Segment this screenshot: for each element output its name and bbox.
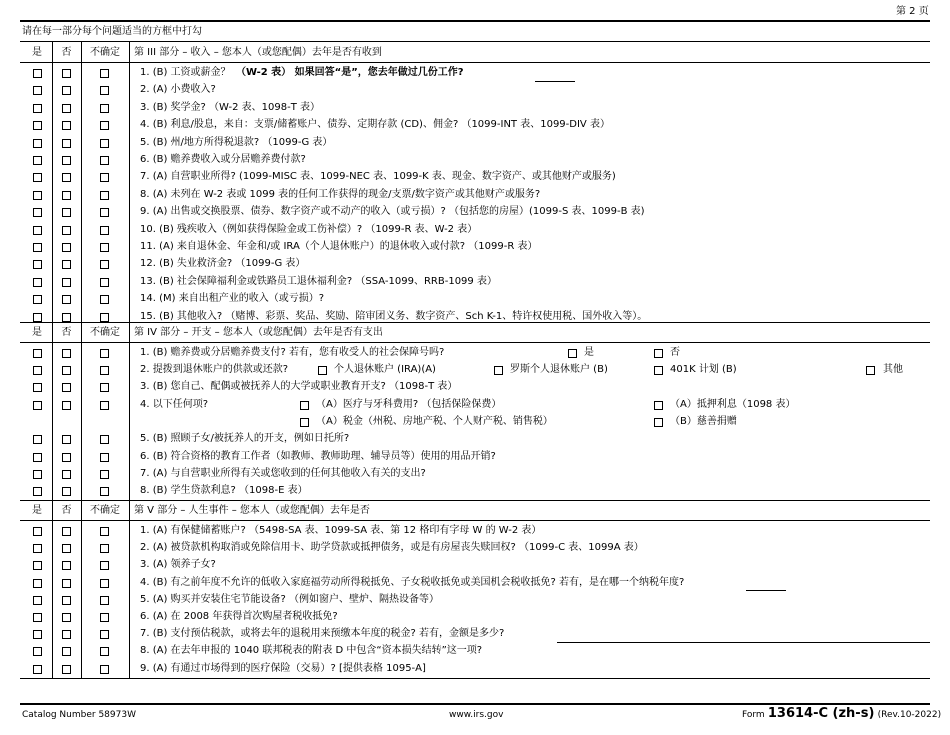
part5-q8-no-checkbox[interactable] [62, 647, 71, 656]
part3-q9-no-checkbox[interactable] [62, 208, 71, 217]
part3-q7-yes-checkbox[interactable] [33, 173, 42, 182]
part4-q4-mortgage-label: （A）抵押利息（1098 表） [670, 399, 796, 410]
part4-q2-ira-label: 个人退休账户 (IRA)(A) [334, 364, 436, 375]
part3-q10-yes-checkbox[interactable] [33, 226, 42, 235]
part5-q7-text: 7. (B) 支付预估税款，或将去年的退税用来预缴本年度的税金? 若有，金额是多少? [140, 628, 505, 639]
part5-q4-text: 4. (B) 有之前年度不允许的低收入家庭福劳动所得税抵免、子女税收抵免或美国机会税收抵免? 若有，是在哪一个纳税年度? [140, 577, 685, 588]
part5-q5-text: 5. (A) 购买并安装住宅节能设备? （例如窗户、壁炉、隔热设备等） [140, 594, 440, 605]
part5-q7-yes-checkbox[interactable] [33, 630, 42, 639]
part3-q9-unsure-checkbox[interactable] [100, 208, 109, 217]
form-name: 13614-C (zh-s) [767, 706, 875, 721]
part5-q3-yes-checkbox[interactable] [33, 561, 42, 570]
col-header-yes: 是 [32, 47, 42, 58]
part4-q2-text: 2. 提拨到退休账户的供款或还款? [140, 364, 289, 375]
part5-q4-no-checkbox[interactable] [62, 579, 71, 588]
part4-q2-yes-checkbox[interactable] [33, 366, 42, 375]
part3-q12-unsure-checkbox[interactable] [100, 260, 109, 269]
part3-q1-bold-text: （W-2 表） 如果回答“是”，您去年做过几份工作? [236, 67, 464, 78]
part4-q5-text: 5. (B) 照顾子女/被抚养人的开支，例如日托所? [140, 433, 350, 444]
instruction-rule [20, 41, 930, 42]
part4-q2-other-checkbox[interactable] [866, 366, 875, 375]
part5-q3-text: 3. (A) 领养子女? [140, 559, 216, 570]
part4-q1-ssn-yes-checkbox[interactable] [568, 349, 577, 358]
part4-q6-yes-checkbox[interactable] [33, 453, 42, 462]
part5-q3-unsure-checkbox[interactable] [100, 561, 109, 570]
part4-q2-401k-label: 401K 计划 (B) [670, 364, 737, 375]
part4-q6-text: 6. (B) 符合资格的教育工作者（如教师、教师助理、辅导员等）使用的用品开销? [140, 451, 496, 462]
part3-q8-yes-checkbox[interactable] [33, 191, 42, 200]
part5-q6-yes-checkbox[interactable] [33, 613, 42, 622]
part4-q3-unsure-checkbox[interactable] [100, 383, 109, 392]
part3-title: 第 III 部分 – 收入 – 您本人（或您配偶）去年是否有收到 [134, 47, 382, 58]
part5-q5-no-checkbox[interactable] [62, 596, 71, 605]
part5-end-rule [20, 678, 930, 679]
part4-q1-unsure-checkbox[interactable] [100, 349, 109, 358]
part4-q5-yes-checkbox[interactable] [33, 435, 42, 444]
part4-q8-no-checkbox[interactable] [62, 487, 71, 496]
col-header-no: 否 [61, 47, 72, 58]
part4-q4-charity-label: （B）慈善捐赠 [670, 416, 737, 427]
part3-q1-text: 1. (B) 工资或薪金？ [140, 67, 231, 78]
part4-q4-taxes-checkbox[interactable] [300, 418, 309, 427]
part3-q10-no-checkbox[interactable] [62, 226, 71, 235]
part3-q15-text: 15. (B) 其他收入? （赌博、彩票、奖品、奖励、陪审团义务、数字资产、Sch K-1、特许权使用税、国外收入等）。 [140, 311, 648, 322]
part3-q7-no-checkbox[interactable] [62, 173, 71, 182]
part5-q1-no-checkbox[interactable] [62, 527, 71, 536]
part5-q1-yes-checkbox[interactable] [33, 527, 42, 536]
part3-q8-text: 8. (A) 未列在 W-2 表或 1099 表的任何工作获得的现金/支票/数字资产或其他财产或服务? [140, 189, 541, 200]
part4-end-rule [20, 500, 930, 501]
part4-q1-yes-checkbox[interactable] [33, 349, 42, 358]
part3-q12-text: 12. (B) 失业救济金? （1099-G 表） [140, 258, 306, 269]
part3-q3-unsure-checkbox[interactable] [100, 104, 109, 113]
part4-q7-yes-checkbox[interactable] [33, 470, 42, 479]
part3-q1-yes-checkbox[interactable] [33, 69, 42, 78]
part3-q4-text: 4. (B) 利息/股息，来自：支票/储蓄账户、债券、定期存款 (CD)、佣金? （1099-INT 表、1099-DIV 表） [140, 119, 610, 130]
part3-q15-unsure-checkbox[interactable] [100, 313, 109, 322]
part3-q4-yes-checkbox[interactable] [33, 121, 42, 130]
part5-q7-unsure-checkbox[interactable] [100, 630, 109, 639]
form-prefix: Form [742, 710, 765, 720]
part4-q3-yes-checkbox[interactable] [33, 383, 42, 392]
part3-end-rule [20, 322, 930, 323]
part4-q5-no-checkbox[interactable] [62, 435, 71, 444]
form-identifier [742, 706, 941, 723]
part4-q6-unsure-checkbox[interactable] [100, 453, 109, 462]
part4-q4-text: 4. 以下任何项? [140, 399, 209, 410]
part4-q4-no-checkbox[interactable] [62, 401, 71, 410]
part5-q9-unsure-checkbox[interactable] [100, 665, 109, 674]
col-header-unsure: 不确定 [90, 327, 120, 338]
footer-rule [20, 703, 930, 705]
col-header-yes: 是 [32, 505, 42, 516]
col-header-unsure: 不确定 [90, 47, 120, 58]
part5-q5-unsure-checkbox[interactable] [100, 596, 109, 605]
col-divider-yes [52, 42, 53, 678]
part4-q4-medical-checkbox[interactable] [300, 401, 309, 410]
part3-q5-unsure-checkbox[interactable] [100, 139, 109, 148]
part3-q14-text: 14. (M) 来自出租产业的收入（或亏损）? [140, 293, 324, 304]
page-number: 第 2 页 [896, 6, 929, 17]
part4-q2-401k-checkbox[interactable] [654, 366, 663, 375]
part3-q1-no-checkbox[interactable] [62, 69, 71, 78]
part5-q3-no-checkbox[interactable] [62, 561, 71, 570]
part5-q4-yes-checkbox[interactable] [33, 579, 42, 588]
part3-q10-unsure-checkbox[interactable] [100, 226, 109, 235]
part3-q14-unsure-checkbox[interactable] [100, 295, 109, 304]
part3-q2-yes-checkbox[interactable] [33, 86, 42, 95]
part3-q15-yes-checkbox[interactable] [33, 313, 42, 322]
part3-q13-unsure-checkbox[interactable] [100, 278, 109, 287]
part3-q7-text: 7. (A) 自营职业所得? (1099-MISC 表、1099-NEC 表、1099-K 表、现金、数字资产、或其他财产或服务) [140, 171, 616, 182]
part3-q2-unsure-checkbox[interactable] [100, 86, 109, 95]
part4-q8-unsure-checkbox[interactable] [100, 487, 109, 496]
part3-q3-text: 3. (B) 奖学金? （W-2 表、1098-T 表） [140, 102, 321, 113]
part4-q4-yes-checkbox[interactable] [33, 401, 42, 410]
part3-q3-no-checkbox[interactable] [62, 104, 71, 113]
part5-title: 第 V 部分 – 人生事件 – 您本人（或您配偶）去年是否 [134, 505, 370, 516]
part4-q4-mortgage-checkbox[interactable] [654, 401, 663, 410]
part3-q6-text: 6. (B) 赡养费收入或分居赡养费付款? [140, 154, 306, 165]
part3-q13-yes-checkbox[interactable] [33, 278, 42, 287]
part4-q2-ira-checkbox[interactable] [318, 366, 327, 375]
part3-q2-text: 2. (A) 小费收入? [140, 84, 216, 95]
part4-q2-other-label: 其他 [883, 364, 903, 375]
part3-q12-yes-checkbox[interactable] [33, 260, 42, 269]
part4-q7-text: 7. (A) 与自营职业所得有关或您收到的任何其他收入有关的支出? [140, 468, 426, 479]
part5-q2-text: 2. (A) 被贷款机构取消或免除信用卡、助学贷款或抵押债务，或是有房屋丧失赎回权? （1099-C 表、1099A 表） [140, 542, 644, 553]
part5-q1-unsure-checkbox[interactable] [100, 527, 109, 536]
part5-q8-unsure-checkbox[interactable] [100, 647, 109, 656]
catalog-number: Catalog Number 58973W [22, 710, 136, 720]
part3-q14-yes-checkbox[interactable] [33, 295, 42, 304]
part4-q8-text: 8. (B) 学生贷款利息? （1098-E 表） [140, 485, 308, 496]
part3-q6-unsure-checkbox[interactable] [100, 156, 109, 165]
part5-q5-yes-checkbox[interactable] [33, 596, 42, 605]
part3-q14-no-checkbox[interactable] [62, 295, 71, 304]
part3-q5-yes-checkbox[interactable] [33, 139, 42, 148]
part3-q2-no-checkbox[interactable] [62, 86, 71, 95]
col-header-yes: 是 [32, 327, 42, 338]
part4-q2-roth-checkbox[interactable] [494, 366, 503, 375]
part3-q15-no-checkbox[interactable] [62, 313, 71, 322]
part3-q5-text: 5. (B) 州/地方所得税退款? （1099-G 表） [140, 137, 333, 148]
part4-q1-ssn-no-checkbox[interactable] [654, 349, 663, 358]
col-divider-unsure [129, 42, 130, 678]
part3-q13-no-checkbox[interactable] [62, 278, 71, 287]
part4-q6-no-checkbox[interactable] [62, 453, 71, 462]
part3-q6-no-checkbox[interactable] [62, 156, 71, 165]
part5-q4-unsure-checkbox[interactable] [100, 579, 109, 588]
part5-q4-year-field[interactable] [746, 590, 786, 591]
part4-title: 第 IV 部分 – 开支 – 您本人（或您配偶）去年是否有支出 [134, 327, 383, 338]
col-header-no: 否 [61, 327, 72, 338]
part3-q3-yes-checkbox[interactable] [33, 104, 42, 113]
part5-q9-no-checkbox[interactable] [62, 665, 71, 674]
part5-q9-yes-checkbox[interactable] [33, 665, 42, 674]
part3-q11-yes-checkbox[interactable] [33, 243, 42, 252]
part5-q7-amount-field[interactable] [557, 642, 930, 643]
part5-q2-yes-checkbox[interactable] [33, 544, 42, 553]
part3-q11-text: 11. (A) 来自退休金、年金和/或 IRA（个人退休账户）的退休收入或付款? （1099-R 表） [140, 241, 538, 252]
part5-q2-no-checkbox[interactable] [62, 544, 71, 553]
part4-q5-unsure-checkbox[interactable] [100, 435, 109, 444]
part3-q1-unsure-checkbox[interactable] [100, 69, 109, 78]
part4-q7-unsure-checkbox[interactable] [100, 470, 109, 479]
part3-q13-text: 13. (B) 社会保障福利金或铁路员工退休福利金? （SSA-1099、RRB-1099 表） [140, 276, 497, 287]
jobs-count-field[interactable] [535, 81, 575, 82]
part4-header-rule [20, 342, 930, 343]
part4-q7-no-checkbox[interactable] [62, 470, 71, 479]
part5-q6-text: 6. (A) 在 2008 年获得首次购屋者税收抵免? [140, 611, 338, 622]
part3-q4-no-checkbox[interactable] [62, 121, 71, 130]
part4-q2-unsure-checkbox[interactable] [100, 366, 109, 375]
part4-q1-ssn-no-label: 否 [670, 347, 680, 358]
part4-q8-yes-checkbox[interactable] [33, 487, 42, 496]
irs-website: www.irs.gov [449, 710, 504, 720]
part5-q7-no-checkbox[interactable] [62, 630, 71, 639]
part5-q8-yes-checkbox[interactable] [33, 647, 42, 656]
part5-q8-text: 8. (A) 在去年申报的 1040 联邦税表的附表 D 中包含“资本损失结转”这一项? [140, 645, 483, 656]
part4-q2-roth-label: 罗斯个人退休账户 (B) [510, 364, 608, 375]
instruction-text: 请在每一部分每个问题适当的方框中打勾 [22, 26, 202, 37]
part4-q4-charity-checkbox[interactable] [654, 418, 663, 427]
form-revision: (Rev.10-2022) [877, 710, 942, 720]
col-header-unsure: 不确定 [90, 505, 120, 516]
col-header-no: 否 [61, 505, 72, 516]
part3-q12-no-checkbox[interactable] [62, 260, 71, 269]
part5-q6-no-checkbox[interactable] [62, 613, 71, 622]
part3-q4-unsure-checkbox[interactable] [100, 121, 109, 130]
col-divider-no [81, 42, 82, 678]
top-rule [20, 20, 930, 22]
part4-q3-no-checkbox[interactable] [62, 383, 71, 392]
part3-q8-no-checkbox[interactable] [62, 191, 71, 200]
part3-q7-unsure-checkbox[interactable] [100, 173, 109, 182]
part5-q6-unsure-checkbox[interactable] [100, 613, 109, 622]
part3-q10-text: 10. (B) 残疾收入（例如获得保险金或工伤补偿）? （1099-R 表、W-2 表） [140, 224, 478, 235]
part4-q4-medical-label: （A）医疗与牙科费用? （包括保险保费） [316, 399, 502, 410]
part3-q9-text: 9. (A) 出售或交换股票、债券、数字资产或不动产的收入（或亏损）? （包括您的房屋）(1099-S 表、1099-B 表) [140, 206, 645, 217]
part4-q4-taxes-label: （A）税金（州税、房地产税、个人财产税、销售税） [316, 416, 553, 427]
part3-q6-yes-checkbox[interactable] [33, 156, 42, 165]
part3-q11-unsure-checkbox[interactable] [100, 243, 109, 252]
part4-q1-no-checkbox[interactable] [62, 349, 71, 358]
part5-q1-text: 1. (A) 有保健储蓄账户? （5498-SA 表、1099-SA 表、第 12 格印有字母 W 的 W-2 表） [140, 525, 542, 536]
part4-q3-text: 3. (B) 您自己、配偶或被抚养人的大学或职业教育开支? （1098-T 表） [140, 381, 458, 392]
part4-q4-unsure-checkbox[interactable] [100, 401, 109, 410]
part3-q8-unsure-checkbox[interactable] [100, 191, 109, 200]
part3-header-rule [20, 62, 930, 63]
part5-q2-unsure-checkbox[interactable] [100, 544, 109, 553]
part3-q5-no-checkbox[interactable] [62, 139, 71, 148]
part3-q9-yes-checkbox[interactable] [33, 208, 42, 217]
part4-q2-no-checkbox[interactable] [62, 366, 71, 375]
part3-q11-no-checkbox[interactable] [62, 243, 71, 252]
part5-q9-text: 9. (A) 有通过市场得到的医疗保险（交易）? [提供表格 1095-A] [140, 663, 426, 674]
part4-q1-ssn-yes-label: 是 [584, 347, 594, 358]
part4-q1-text: 1. (B) 赡养费或分居赡养费支付? 若有，您有收受人的社会保障号吗? [140, 347, 445, 358]
part5-header-rule [20, 520, 930, 521]
